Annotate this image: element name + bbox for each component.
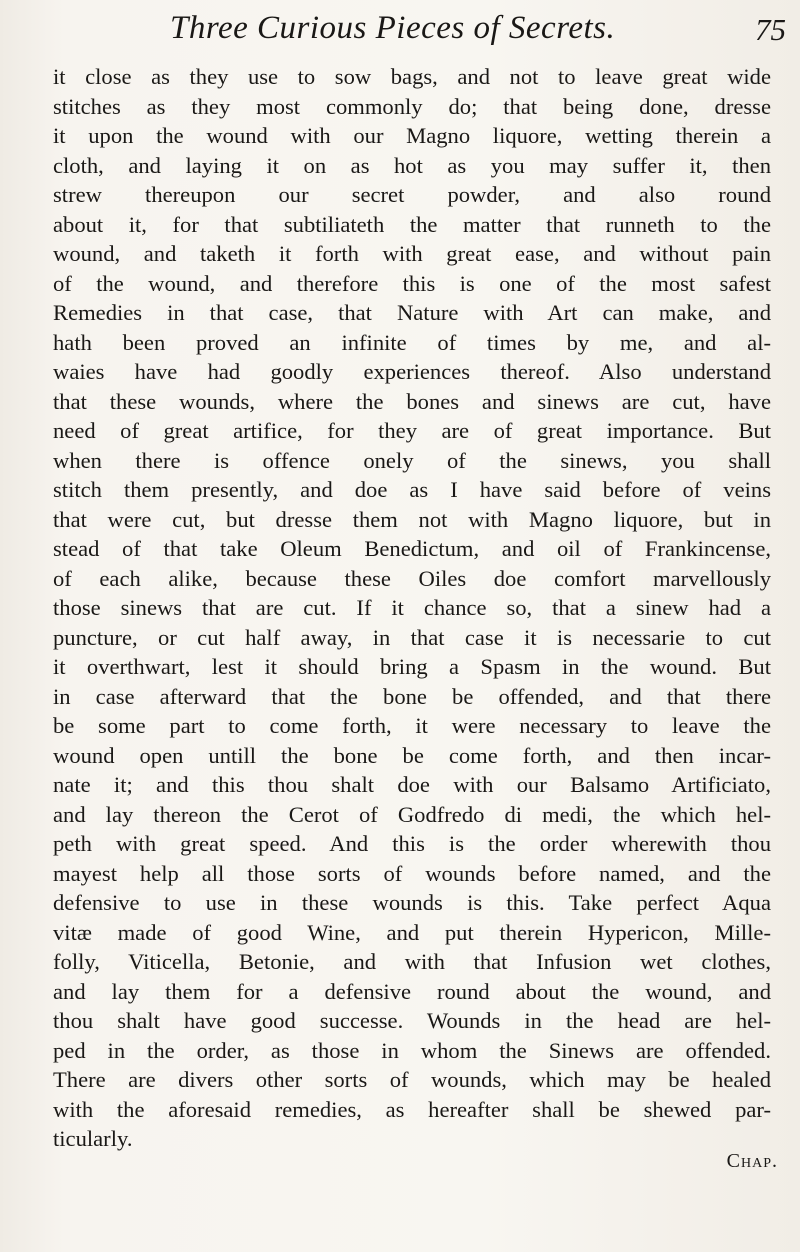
text-line: it close as they use to sow bags, and not to leave great wide	[53, 64, 771, 89]
running-title: Three Curious Pieces of Secrets.	[170, 10, 616, 46]
text-line: cloth, and laying it on as hot as you may suffer it, then	[53, 152, 771, 178]
page-number: 75	[755, 12, 786, 47]
page-header	[60, 8, 790, 56]
text-line: it overthwart, lest it should bring a Spasm in the wound. But	[53, 654, 771, 679]
text-line: mayest help all those sorts of wounds before named, and the	[53, 860, 771, 886]
text-line: hath been proved an infinite of times by me, and al-	[53, 329, 771, 355]
text-line: stead of that take Oleum Benedictum, and oil of Frankincense,	[53, 536, 771, 561]
text-line: puncture, or cut half away, in that case it is necessarie to cut	[53, 624, 771, 650]
text-line: wound open untill the bone be come forth, and then incar-	[53, 742, 771, 768]
text-line: Remedies in that case, that Nature with Art can make, and	[53, 300, 771, 325]
text-line: nate it; and this thou shalt doe with our Balsamo Artificiato,	[53, 772, 771, 797]
text-line: be some part to come forth, it were necessary to leave the	[53, 713, 771, 738]
text-line: strew thereupon our secret powder, and also round	[53, 182, 771, 207]
catchword: Chap.	[726, 1150, 778, 1172]
text-line: need of great artifice, for they are of great importance. But	[53, 418, 771, 443]
text-line: There are divers other sorts of wounds, which may be healed	[53, 1067, 771, 1092]
text-line: of each alike, because these Oiles doe comfort marvellously	[53, 565, 771, 591]
text-line: stitch them presently, and doe as I have said before of veins	[53, 477, 771, 502]
text-line: ticularly.	[53, 1126, 133, 1151]
text-line: peth with great speed. And this is the order wherewith thou	[53, 831, 771, 856]
text-line: ped in the order, as those in whom the Sinews are offended.	[53, 1037, 771, 1063]
text-line: thou shalt have good successe. Wounds in the head are hel-	[53, 1008, 771, 1033]
text-line: in case afterward that the bone be offended, and that there	[53, 683, 771, 709]
text-line: folly, Viticella, Betonie, and with that Infusion wet clothes,	[53, 949, 771, 974]
body-text	[53, 62, 771, 1154]
text-line: and lay thereon the Cerot of Godfredo di medi, the which hel-	[53, 801, 771, 827]
text-line: waies have had goodly experiences thereof. Also understand	[53, 359, 771, 384]
text-line: defensive to use in these wounds is this. Take perfect Aqua	[53, 890, 771, 915]
text-line: that these wounds, where the bones and sinews are cut, have	[53, 388, 771, 414]
text-line: when there is offence onely of the sinews, you shall	[53, 447, 771, 473]
text-line: it upon the wound with our Magno liquore, wetting therein a	[53, 123, 771, 148]
text-line: with the aforesaid remedies, as hereafter shall be shewed par-	[53, 1096, 771, 1122]
text-line: wound, and taketh it forth with great ease, and without pain	[53, 241, 771, 266]
text-line: and lay them for a defensive round about the wound, and	[53, 978, 771, 1004]
text-line: those sinews that are cut. If it chance so, that a sinew had a	[53, 595, 771, 620]
text-line: about it, for that subtiliateth the matter that runneth to the	[53, 211, 771, 237]
text-line: stitches as they most commonly do; that being done, dresse	[53, 93, 771, 119]
text-line: that were cut, but dresse them not with Magno liquore, but in	[53, 506, 771, 532]
text-line: of the wound, and therefore this is one of the most safest	[53, 270, 771, 296]
text-line: vitæ made of good Wine, and put therein Hypericon, Mille-	[53, 919, 771, 945]
